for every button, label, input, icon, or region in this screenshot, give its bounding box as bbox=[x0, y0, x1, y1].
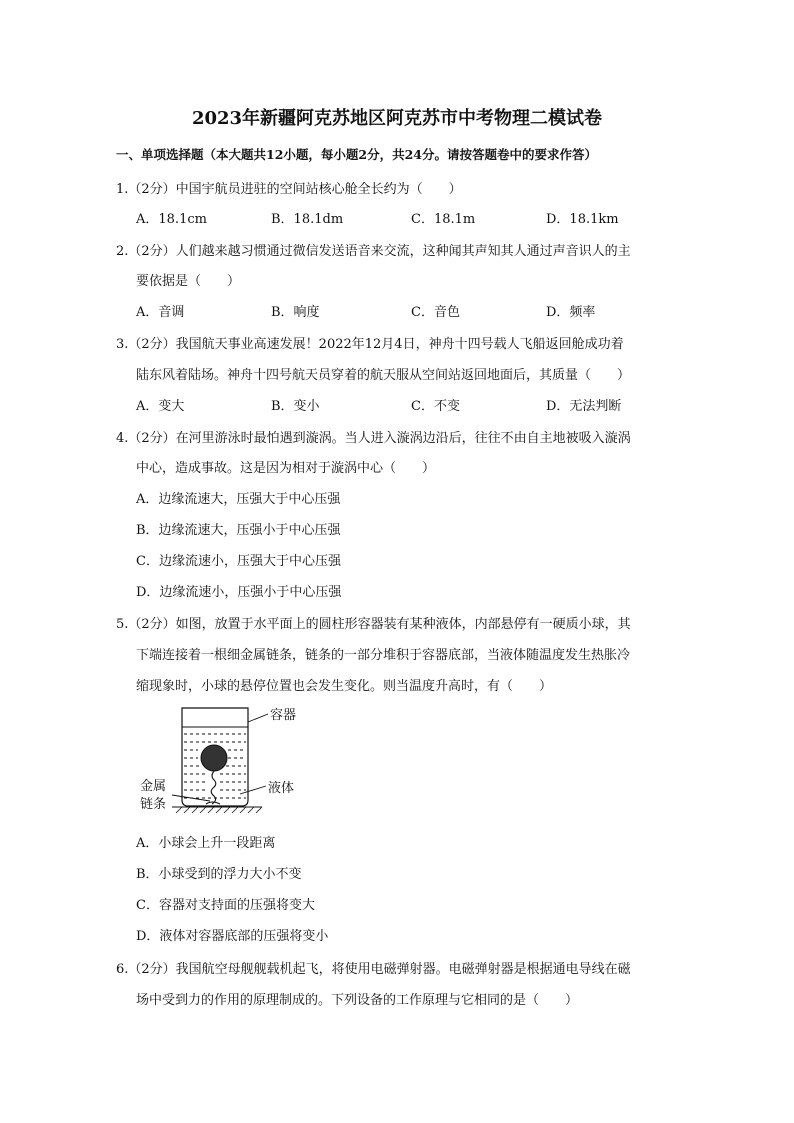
leader-container bbox=[248, 714, 268, 722]
ground-hatch bbox=[176, 807, 262, 813]
leader-liquid bbox=[240, 786, 266, 794]
question-5-option-c: C．容器对支持面的压强将变大 bbox=[136, 898, 315, 913]
question-5-option-a: A．小球会上升一段距离 bbox=[136, 836, 276, 851]
question-6-line-2: 场中受到力的作用的原理制成的。下列设备的工作原理与它相同的是（ ） bbox=[136, 993, 579, 1008]
question-2-line-2: 要依据是（ ） bbox=[136, 274, 241, 289]
page-title: 2023年新疆阿克苏地区阿克苏市中考物理二模试卷 bbox=[191, 108, 603, 129]
question-2-option-b: B．响度 bbox=[271, 305, 320, 320]
question-5-option-b: B．小球受到的浮力大小不变 bbox=[136, 867, 302, 882]
label-liquid: 液体 bbox=[268, 781, 295, 796]
question-5-line-1: 5.（2分）如图，放置于水平面上的圆柱形容器装有某种液体，内部悬停有一硬质小球，其 bbox=[116, 617, 631, 632]
question-1-option-d: D．18.1km bbox=[546, 212, 619, 227]
question-3-option-b: B．变小 bbox=[271, 399, 320, 414]
question-5-line-2: 下端连接着一根细金属链条，链条的一部分堆积于容器底部，当液体随温度发生热胀冷 bbox=[136, 648, 631, 663]
question-5-option-d: D．液体对容器底部的压强将变小 bbox=[136, 929, 329, 944]
question-2-option-d: D．频率 bbox=[546, 305, 596, 320]
question-3-line-1: 3.（2分）我国航天事业高速发展！2022年12月4日，神舟十四号载人飞船返回舱成功着 bbox=[116, 337, 624, 352]
label-container: 容器 bbox=[270, 708, 297, 723]
question-2-line-1: 2.（2分）人们越来越习惯通过微信发送语音来交流，这种闻其声知其人通过声音识人的主 bbox=[116, 244, 631, 259]
question-3-option-c: C．不变 bbox=[411, 399, 460, 414]
question-3-option-a: A．变大 bbox=[136, 399, 185, 414]
question-2-option-c: C．音色 bbox=[411, 305, 460, 320]
question-1-option-a: A．18.1cm bbox=[136, 212, 207, 227]
question-5-line-3: 缩现象时，小球的悬停位置也会发生变化。则当温度升高时，有（ ） bbox=[136, 679, 553, 694]
question-4-option-d: D．边缘流速小，压强小于中心压强 bbox=[136, 585, 342, 600]
question-1-line-1: 1.（2分）中国宇航员进驻的空间站核心舱全长约为（ ） bbox=[116, 182, 462, 197]
question-4-option-c: C．边缘流速小，压强大于中心压强 bbox=[136, 554, 341, 569]
label-chain-line-1: 金属 bbox=[140, 779, 167, 794]
ball bbox=[201, 745, 227, 771]
question-1-option-c: C．18.1m bbox=[411, 212, 476, 227]
section-header: 一、单项选择题（本大题共12小题，每小题2分，共24分。请按答题卷中的要求作答） bbox=[116, 147, 597, 162]
question-4-option-b: B．边缘流速大，压强小于中心压强 bbox=[136, 523, 341, 538]
question-1-option-b: B．18.1dm bbox=[271, 212, 344, 227]
question-3-line-2: 陆东风着陆场。神舟十四号航天员穿着的航天服从空间站返回地面后，其质量（ ） bbox=[136, 368, 631, 383]
question-6-line-1: 6.（2分）我国航空母舰舰载机起飞，将使用电磁弹射器。电磁弹射器是根据通电导线在磁 bbox=[116, 962, 631, 977]
label-chain-line-2: 链条 bbox=[140, 797, 167, 812]
question-4-line-2: 中心，造成事故。这是因为相对于漩涡中心（ ） bbox=[136, 461, 436, 476]
container-diagram bbox=[136, 700, 326, 818]
question-4-line-1: 4.（2分）在河里游泳时最怕遇到漩涡。当人进入漩涡边沿后，往往不由自主地被吸入漩涡 bbox=[116, 431, 631, 446]
question-4-option-a: A．边缘流速大，压强大于中心压强 bbox=[136, 492, 341, 507]
metal-chain bbox=[206, 771, 220, 804]
question-3-option-d: D．无法判断 bbox=[546, 399, 622, 414]
question-2-option-a: A．音调 bbox=[136, 305, 185, 320]
